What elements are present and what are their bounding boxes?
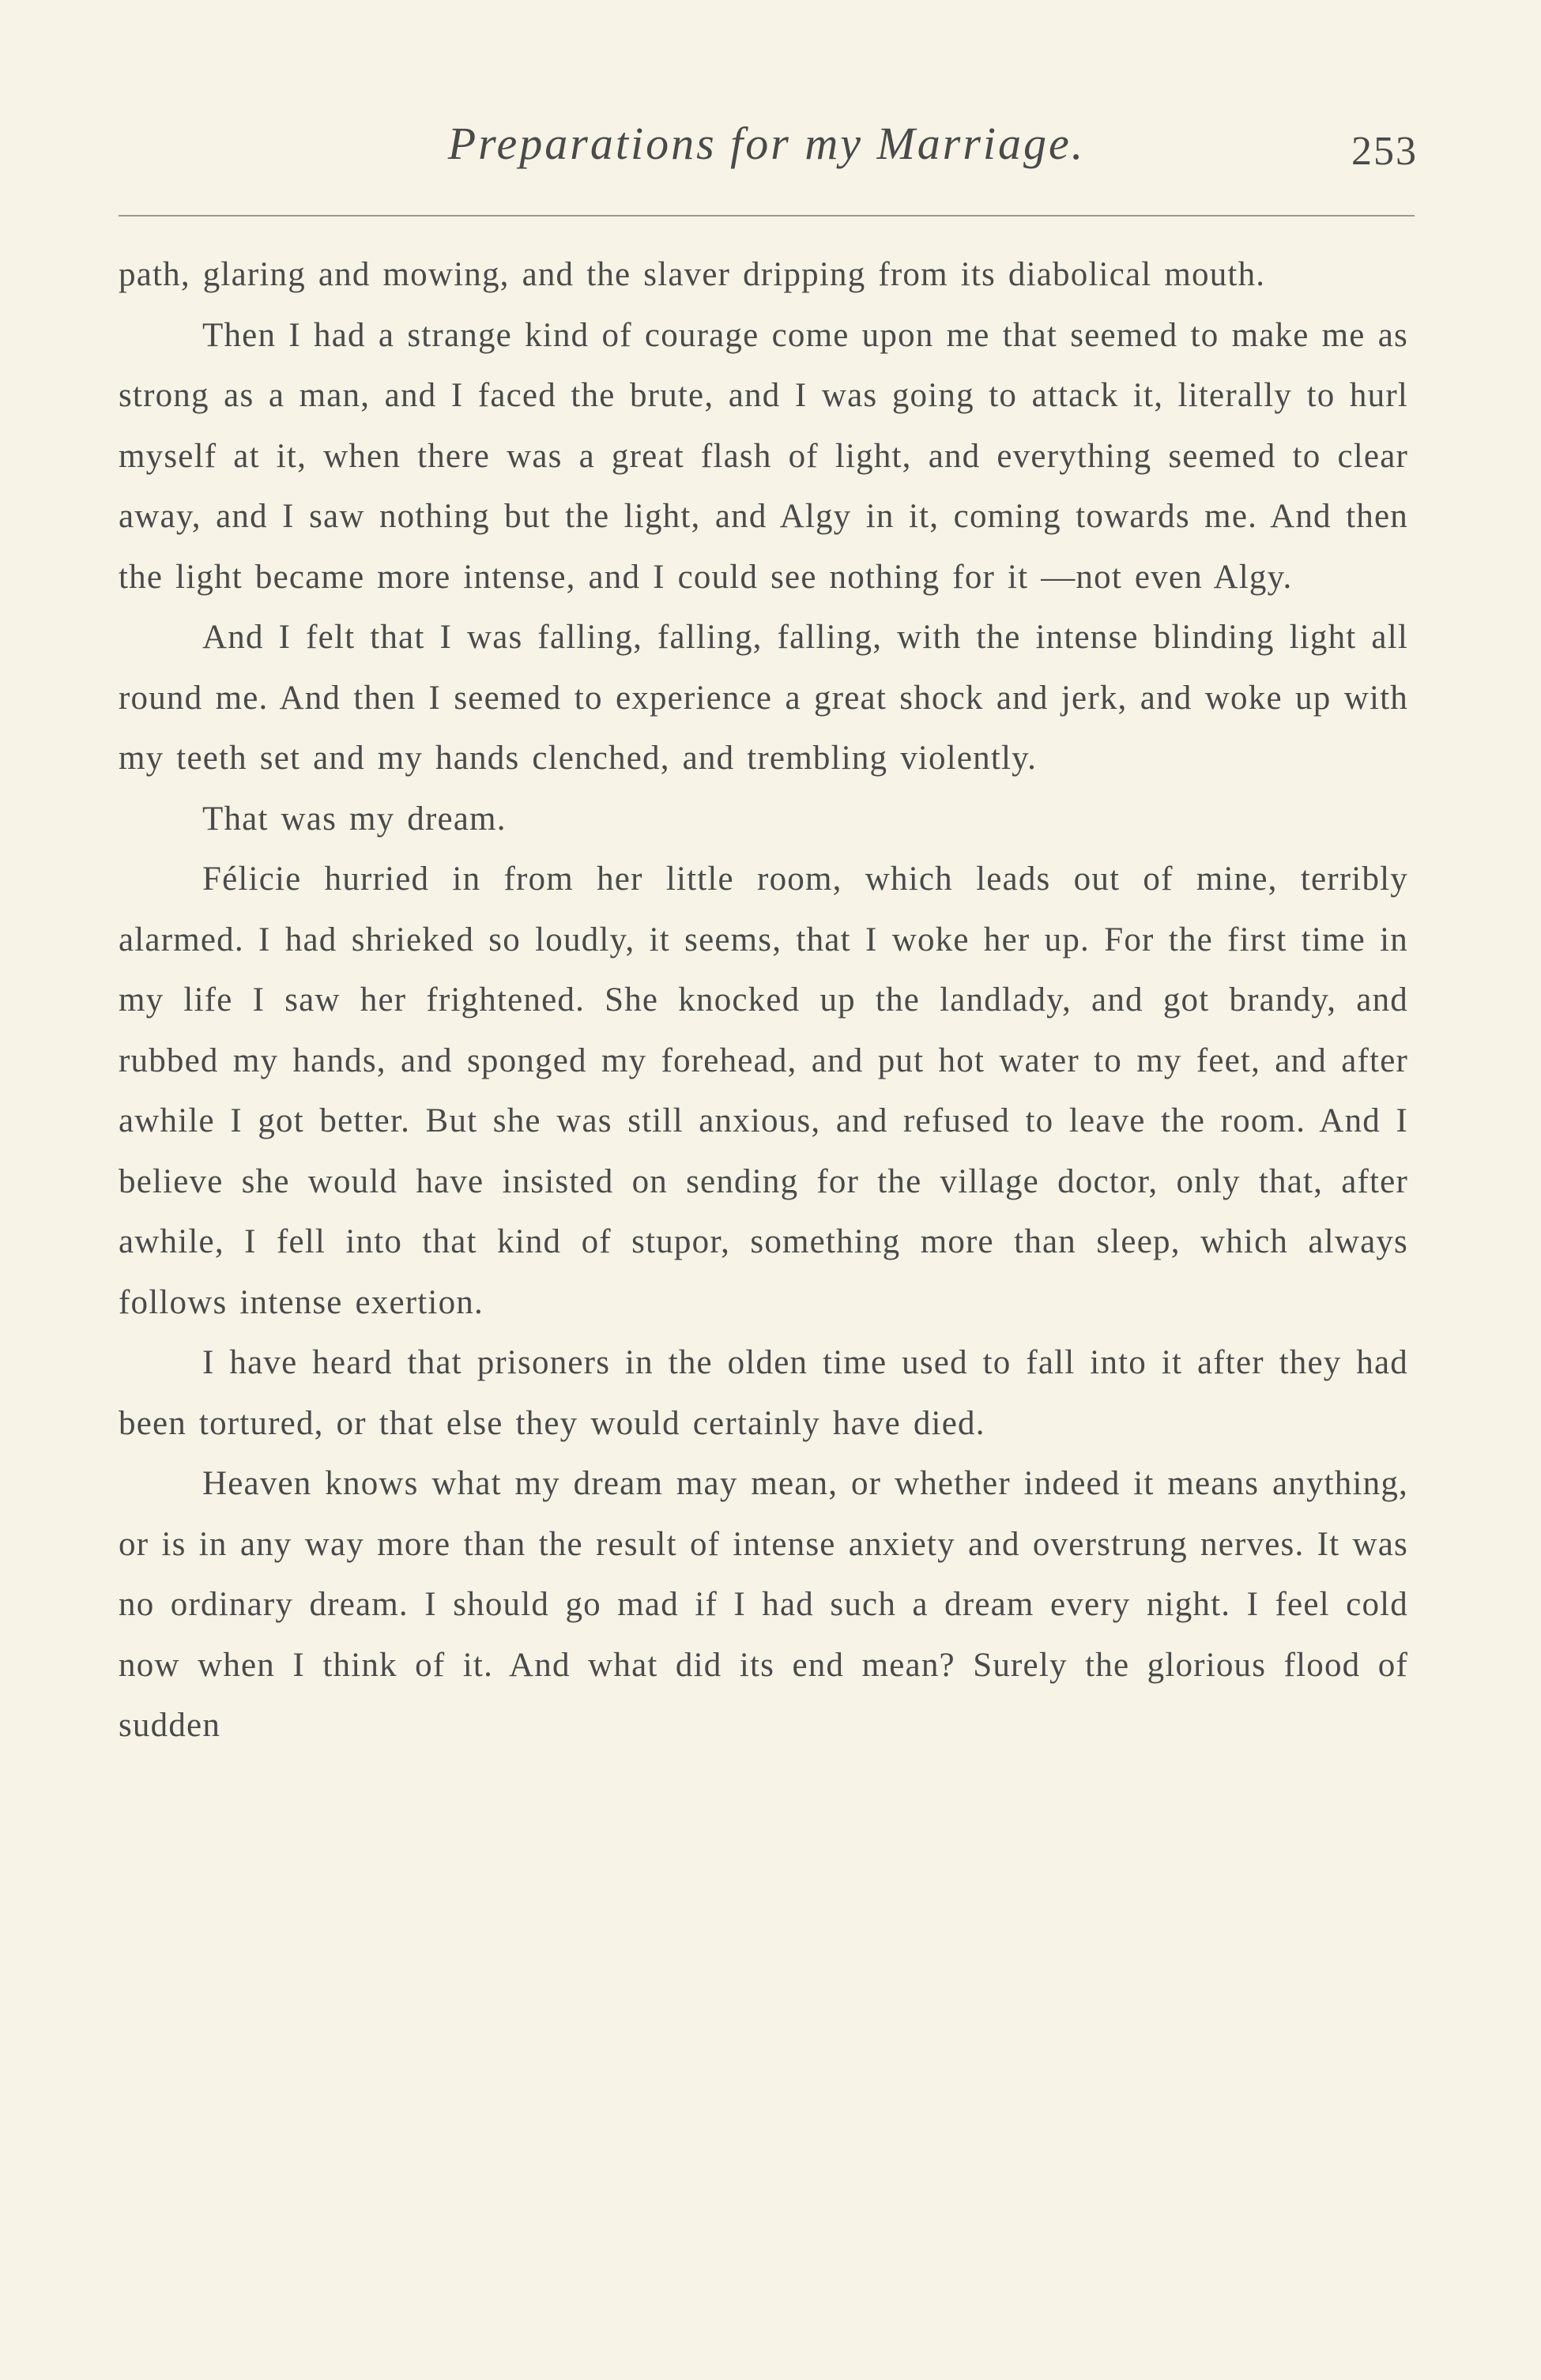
paragraph: I have heard that prisoners in the olden time used to fall into it after they had been tortured, or that else they would certainly have died. — [119, 1344, 1408, 1442]
paragraph: Then I had a strange kind of courage come upon me that seemed to make me as strong as a man, and I faced the brute, and I was going to attack it, literally to hurl myself at it, when there was a great flash of light, and everything seemed to clear away, and I saw nothing but the light, and Algy in it, coming towards me. And then the light became more intense, and I could see nothing for it —not even Algy. — [119, 316, 1408, 596]
paragraph: And I felt that I was falling, falling, falling, with the intense blinding light all round me. And then I seemed to experience a great shock and jerk, and woke up with my teeth set and my hands clenched, and trembling violently. — [119, 619, 1408, 777]
paragraph: That was my dream. — [202, 800, 507, 838]
header-rule — [119, 215, 1415, 217]
page-number: 253 — [1351, 129, 1418, 174]
paragraph-continued: path, glaring and mowing, and the slaver dripping from its diabolical mouth. — [119, 256, 1266, 293]
paragraph: Félicie hurried in from her little room, which leads out of mine, terribly alarmed. I had shrieked so loudly, it seems, that I woke her up. For the first time in my life I saw her frightened. She knocked up the landlady, and got brandy, and rubbed my hands, and sponged my forehead, and put hot water to my feet, and after awhile I got better. But she was still anxious, and refused to leave the room. And I believe she would have insisted on sending for the village doctor, only that, after awhile, I fell into that kind of stupor, something more than sleep, which always follows intense exertion. — [119, 860, 1408, 1321]
paragraph-continues: Heaven knows what my dream may mean, or whether indeed it means anything, or is in any way more than the result of intense anxiety and overstrung nerves. It was no ordinary dream. I should go mad if I had such a dream every night. I feel cold now when I think of it. And what did its end mean? Surely the glorious flood of sudden — [119, 1465, 1408, 1744]
body-text — [119, 245, 1408, 1757]
chapter-running-title: Preparations for my Marriage. — [447, 118, 1086, 169]
running-head — [119, 117, 1418, 188]
